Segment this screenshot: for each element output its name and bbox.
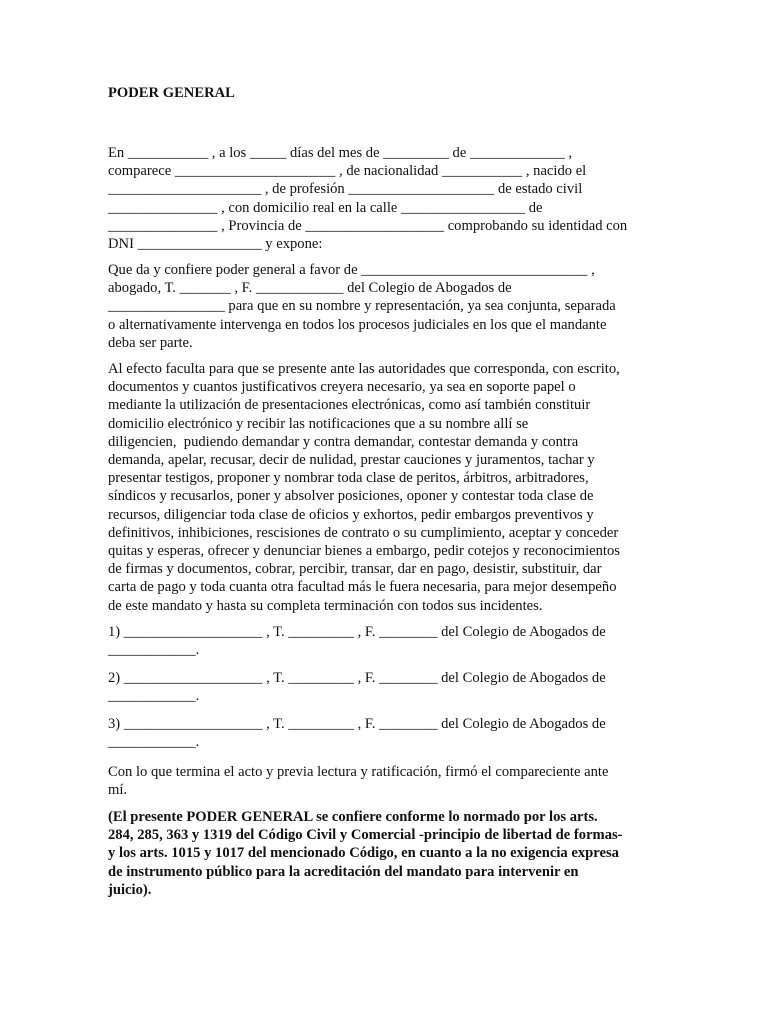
text-line: 1) ___________________ , T. _________ , F. ________ del Colegio de Abogados de [108, 624, 606, 640]
text-line: abogado, T. _______ , F. ____________ del Colegio de Abogados de [108, 280, 512, 297]
text-line: Con lo que termina el acto y previa lectura y ratificación, firmó el compareciente ante [108, 764, 609, 780]
lawyer-entry-1 [108, 623, 660, 659]
text-line: recursos, diligenciar toda clase de oficios y exhortos, pedir embargos preventivos y [108, 506, 594, 523]
text-line: Al efecto faculta para que se presente ante las autoridades que corresponda, con escrito, [108, 361, 620, 377]
faculties-paragraph [108, 360, 660, 615]
text-line: mí. [108, 782, 128, 799]
text-line: 2) ___________________ , T. _________ , F. ________ del Colegio de Abogados de [108, 670, 606, 686]
text-line: DNI _________________ y expone: [108, 236, 323, 253]
text-line: 3) ___________________ , T. _________ , F. ________ del Colegio de Abogados de [108, 716, 606, 732]
text-line: deba ser parte. [108, 334, 193, 351]
lawyer-entry-3 [108, 715, 660, 751]
text-line: y los arts. 1015 y 1017 del mencionado Código, en cuanto a la no exigencia expresa [108, 845, 619, 862]
text-line: de instrumento público para la acreditación del mandato para intervenir en [108, 863, 579, 880]
text-line: diligencien, pudiendo demandar y contra demandar, contestar demanda y contra [108, 433, 579, 450]
text-line: _______________ , con domicilio real en la calle _________________ de [108, 199, 543, 216]
text-line: de este mandato y hasta su completa terminación con todos sus incidentes. [108, 597, 543, 614]
text-line: _______________ , Provincia de ___________________ comprobando su identidad con [108, 217, 628, 234]
text-line: definitivos, inhibiciones, rescisiones de contrato o su cumplimiento, aceptar y conceder [108, 524, 619, 541]
document-page [108, 84, 660, 898]
grant-paragraph [108, 261, 660, 352]
text-line: juicio). [108, 881, 152, 898]
text-line: _____________________ , de profesión ____________________ de estado civil [108, 181, 583, 198]
text-line: documentos y cuantos justificativos creyera necesario, ya sea en soporte papel o [108, 379, 576, 396]
text-line: (El presente PODER GENERAL se confiere conforme lo normado por los arts. [108, 809, 598, 825]
text-line: mediante la utilización de presentaciones electrónicas, como así también constituir [108, 397, 591, 414]
text-line: En ___________ , a los _____ días del mes de _________ de _____________ , [108, 145, 573, 161]
legal-note-paragraph [108, 808, 660, 899]
text-line: demanda, apelar, recusar, decir de nulidad, prestar cauciones y juramentos, tachar y [108, 452, 595, 469]
text-line: 284, 285, 363 y 1319 del Código Civil y Comercial -principio de libertad de formas- [108, 827, 623, 844]
text-line: de firmas y documentos, cobrar, percibir, transar, dar en pago, desistir, substituir, dar [108, 561, 602, 578]
text-line: Que da y confiere poder general a favor de _______________________________ , [108, 262, 595, 278]
text-line: ________________ para que en su nombre y representación, ya sea conjunta, separada [108, 298, 616, 315]
text-line: comparece ______________________ , de nacionalidad ___________ , nacido el [108, 163, 587, 180]
intro-paragraph [108, 144, 660, 253]
lawyer-entry-2 [108, 669, 660, 705]
text-line: ____________. [108, 642, 200, 659]
text-line: ____________. [108, 688, 200, 705]
text-line: quitas y esperas, ofrecer y denunciar bienes a embargo, pedir cotejos y reconocimientos [108, 543, 620, 560]
text-line: ____________. [108, 734, 200, 751]
text-line: síndicos y recusarlos, poner y absolver posiciones, oponer y contestar toda clase de [108, 488, 594, 505]
text-line: domicilio electrónico y recibir las notificaciones que a su nombre allí se [108, 415, 529, 432]
text-line: carta de pago y toda cuanta otra facultad más le fuera necesaria, para mejor desempeño [108, 579, 617, 596]
text-line: o alternativamente intervenga en todos los procesos judiciales en los que el mandante [108, 316, 607, 333]
closing-paragraph [108, 763, 660, 799]
document-title: PODER GENERAL [108, 85, 235, 101]
text-line: presentar testigos, proponer y nombrar toda clase de peritos, árbitros, arbitradores, [108, 470, 589, 487]
